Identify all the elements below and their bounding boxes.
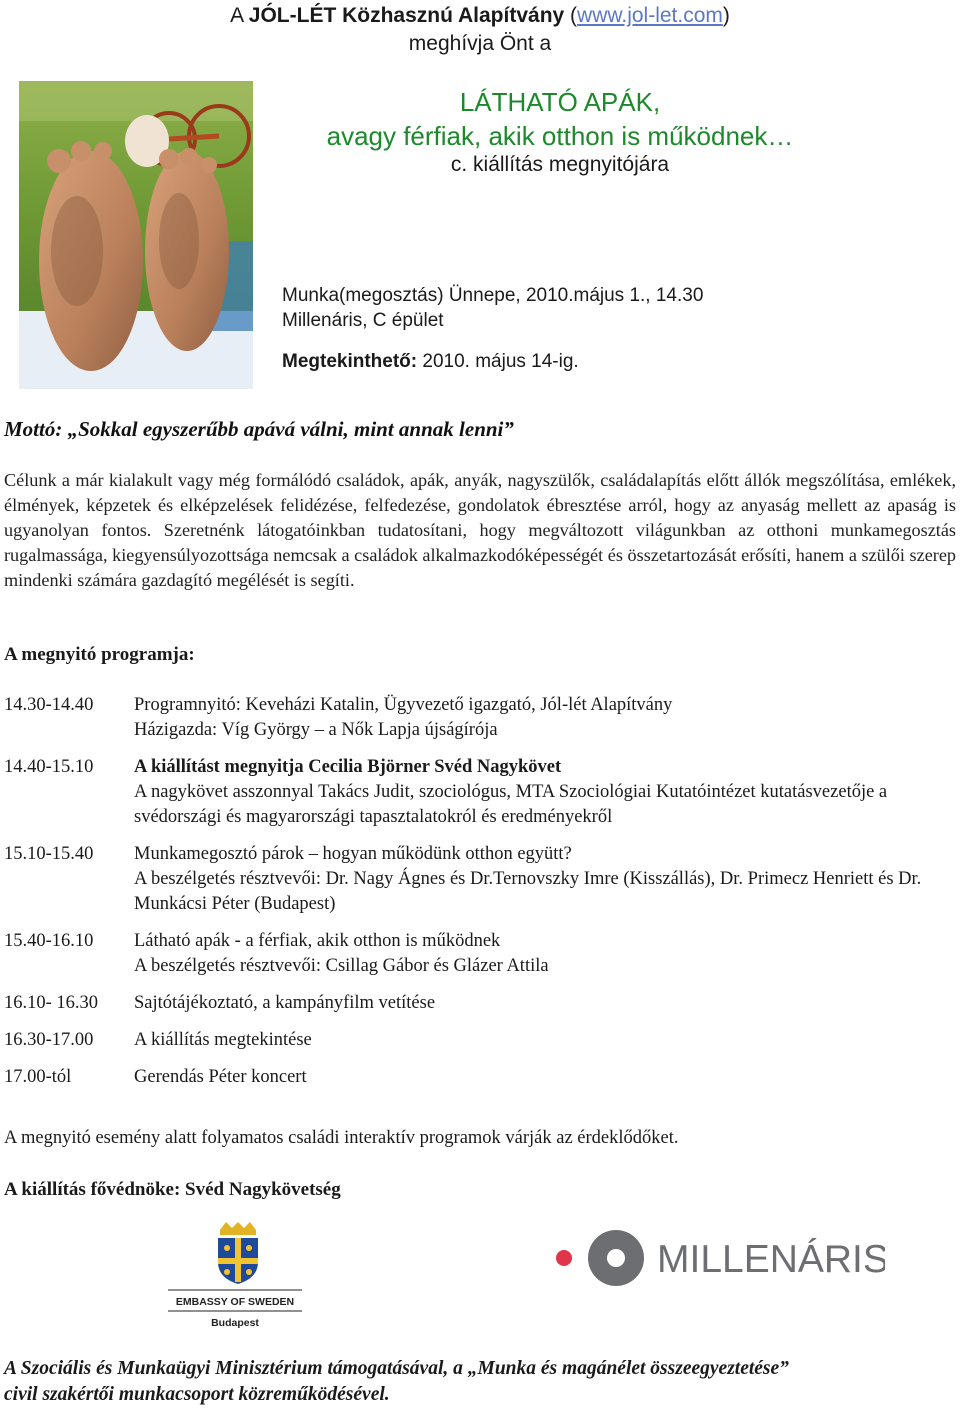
program-line: Látható apák - a férfiak, akik otthon is működnek [134,931,501,951]
closing-note: A megnyitó esemény alatt folyamatos családi interaktív programok várják az érdeklődőket. [4,1128,679,1148]
program-line: A kiállítás megtekintése [134,1030,312,1050]
millenaris-dot-icon [556,1250,572,1266]
patron-line: A kiállítás fővédnöke: Svéd Nagykövetség [4,1179,341,1200]
program-line: Munkamegosztó párok – hogyan működünk otthon együtt? [134,844,572,864]
website-link[interactable]: www.jol-let.com [577,4,723,27]
footer-line-2: civil szakértői munkacsoport közreműködésével. [4,1384,390,1405]
swedish-coat-of-arms-icon [218,1222,258,1284]
embassy-of-sweden-logo [160,1218,310,1338]
program-line: Programnyitó: Keveházi Katalin, Ügyvezető igazgató, Jól-lét Alapítvány [134,695,673,715]
program-line: A beszélgetés résztvevői: Csillag Gábor és Glázer Attila [134,956,549,976]
program-item [4,1065,954,1090]
embassy-name: EMBASSY OF SWEDEN [175,1296,295,1308]
program-line: A nagykövet asszonnyal Takács Judit, szociológus, MTA Szociológiai Kutatóintézet kutatásvezetője a svédországi és magyarországi tapasztalatokról és eredményekről [134,782,888,827]
title-line-2: avagy férfiak, akik otthon is működnek… [326,121,794,151]
program-description [134,842,954,917]
program-time: 14.40-15.10 [4,757,94,777]
embassy-city: Budapest [211,1317,259,1329]
sponsor-footer [4,1356,954,1408]
paren-close: ) [722,4,730,27]
exhibition-title [280,85,840,153]
invite-text: meghívja Önt a [408,32,552,55]
title-line-1: LÁTHATÓ APÁK, [459,87,661,117]
motto: Mottó: „Sokkal egyszerűbb apává válni, mint annak lenni” [4,417,514,441]
organization-name: JÓL-LÉT Közhasznú Alapítvány [248,4,565,27]
viewing-label: Megtekinthető: [282,351,418,372]
program-item [4,842,954,917]
program-item [4,991,954,1016]
millenaris-logo [555,1228,885,1288]
program-description [134,693,954,743]
event-info [282,283,703,374]
program-heading: A megnyitó programja: [4,644,195,665]
program-time: 17.00-tól [4,1067,72,1087]
program-line: Házigazda: Víg György – a Nők Lapja újságírója [134,720,498,740]
program-list [4,693,954,1102]
program-line: Sajtótájékoztató, a kampányfilm vetítése [134,993,436,1013]
program-line: A beszélgetés résztvevői: Dr. Nagy Ágnes és Dr.Ternovszky Imre (Kisszállás), Dr. Primecz Henriett és Dr. Munkácsi Péter (Budapest) [134,869,922,914]
title-line-3: c. kiállítás megnyitójára [450,153,670,176]
program-description [134,755,954,830]
event-date: Munka(megosztás) Ünnepe, 2010.május 1., 14.30 [282,285,704,306]
invitation-header [0,2,960,58]
program-time: 14.30-14.40 [4,695,94,715]
paren-open: ( [564,4,578,27]
baby-feet-photo [19,81,253,389]
footer-line-1: A Szociális és Munkaügyi Minisztérium támogatásával, a „Munka és magánélet összeegyeztetése” [4,1358,789,1379]
program-line: Gerendás Péter koncert [134,1067,307,1087]
program-time: 15.40-16.10 [4,931,94,951]
program-item [4,1028,954,1053]
program-item [4,929,954,979]
viewing-period [282,349,703,374]
program-description [134,929,954,979]
program-time: 15.10-15.40 [4,844,94,864]
millenaris-wordmark: MILLENÁRIS [657,1238,885,1281]
event-venue: Millenáris, C épület [282,310,444,331]
viewing-value: 2010. május 14-ig. [417,351,579,372]
program-item [4,693,954,743]
program-time: 16.30-17.00 [4,1030,94,1050]
program-item [4,755,954,830]
intro-paragraph: Célunk a már kialakult vagy még formálódó családok, apák, anyák, nagyszülők, családalapítás előtt állók megszólítása, emlékek, élmények, képzetek és elképzelések felidézése, felfedezése, gondolatok ébresztése arról, hogy az anyaság mellett az apaság is ugyanolyan fontos. Szeretnénk látogatóinkban tudatosítani, hogy megváltozott világunkban az otthoni munkamegosztás rugalmassága, kiegyensúlyozottsága nemcsak a családok alkalmazkodóképességét és összetartozását erősíti, hanem a szülői szerep mindenki számára gazdagító megélését is segíti. [4,470,956,590]
organization-line [0,2,960,30]
org-prefix: A [230,4,249,27]
program-time: 16.10- 16.30 [4,993,99,1013]
program-highlight: A kiállítást megnyitja Cecilia Björner Svéd Nagykövet [134,757,562,777]
